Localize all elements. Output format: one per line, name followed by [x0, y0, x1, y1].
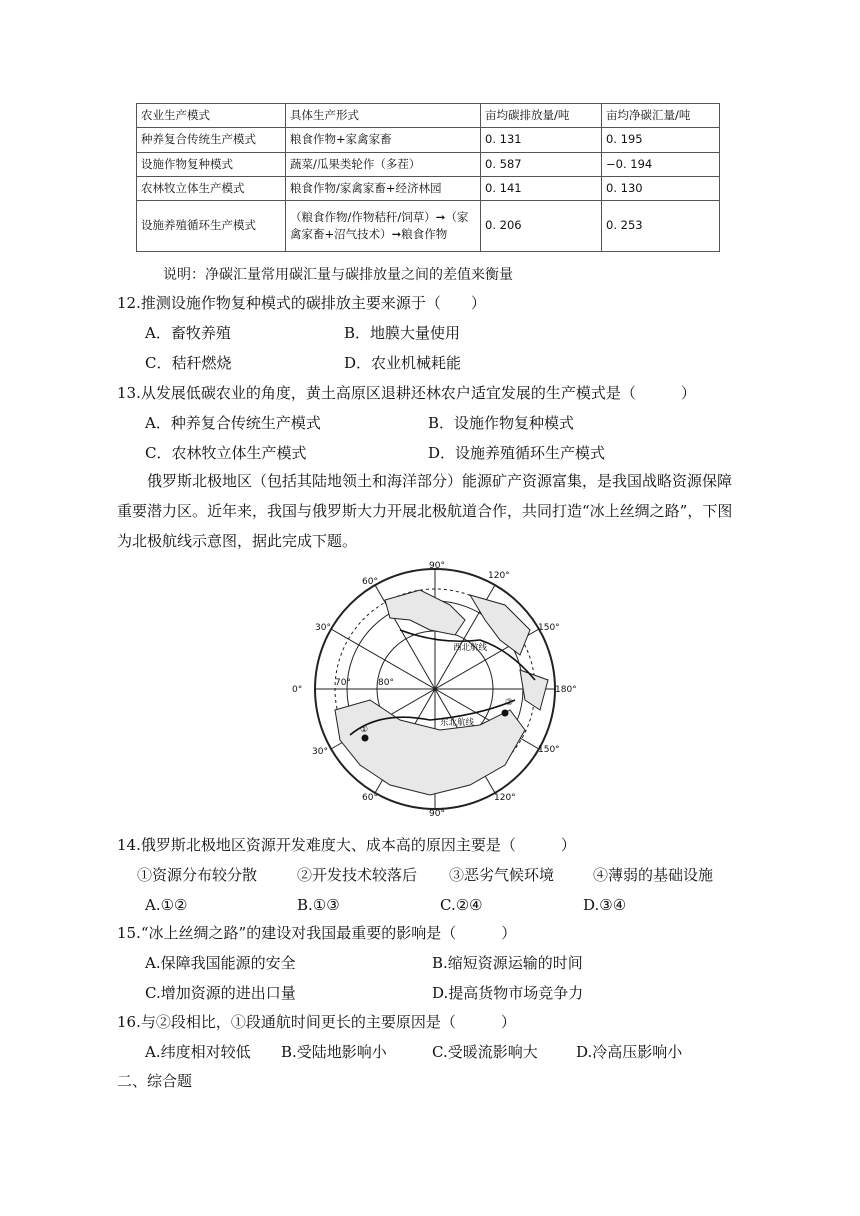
label-0: 0° [292, 685, 303, 695]
q14-option-a[interactable]: A.①② [145, 896, 188, 914]
table-header-cell: 亩均净碳汇量/吨 [602, 104, 720, 128]
q13-option-d[interactable]: D．设施养殖循环生产模式 [428, 444, 606, 462]
table-cell: 设施养殖循环生产模式 [137, 201, 286, 252]
q12-stem: 12.推测设施作物复种模式的碳排放主要来源于（ ） [117, 294, 486, 312]
carbon-table [136, 103, 720, 252]
table-cell: 0. 587 [481, 152, 602, 176]
table-cell: 种养复合传统生产模式 [137, 128, 286, 152]
table-header-cell: 亩均碳排放量/吨 [481, 104, 602, 128]
table-cell: 0. 253 [602, 201, 720, 252]
label-150-tr: 150° [538, 623, 560, 633]
table-row [137, 201, 720, 252]
table-row [137, 128, 720, 152]
q14-item-4: ④薄弱的基础设施 [593, 866, 714, 884]
table-cell: 0. 206 [481, 201, 602, 252]
label-90-bottom: 90° [429, 809, 445, 818]
table-cell: 0. 130 [602, 176, 720, 200]
q14-item-3: ③恶劣气候环境 [449, 866, 555, 884]
label-150-br: 150° [538, 745, 560, 755]
q16-option-c[interactable]: C.受暖流影响大 [432, 1043, 538, 1061]
label-point-1: ① [360, 725, 369, 735]
q13-option-a[interactable]: A．种养复合传统生产模式 [145, 414, 321, 432]
section-title: 二、综合题 [117, 1072, 193, 1090]
table-cell: 粮食作物+家禽家畜 [286, 128, 481, 152]
arctic-route-map [290, 560, 580, 818]
table-cell: 农林牧立体生产模式 [137, 176, 286, 200]
label-point-2: ② [505, 698, 514, 708]
label-60-bl: 60° [362, 793, 378, 803]
route-point-1 [362, 735, 369, 742]
table-row [137, 176, 720, 200]
table-header-cell: 具体生产形式 [286, 104, 481, 128]
table-cell: 粮食作物/家禽家畜+经济林园 [286, 176, 481, 200]
q13-option-b[interactable]: B．设施作物复种模式 [428, 414, 575, 432]
q15-stem: 15.“冰上丝绸之路”的建设对我国最重要的影响是（ ） [117, 924, 517, 942]
table-cell: 设施作物复种模式 [137, 152, 286, 176]
table-cell: 0. 141 [481, 176, 602, 200]
label-120-br: 120° [494, 793, 516, 803]
label-60-tl: 60° [362, 577, 378, 587]
q14-option-d[interactable]: D.③④ [583, 896, 627, 914]
label-30-tl: 30° [315, 623, 331, 633]
greenland-land [385, 590, 465, 635]
table-cell: 蔬菜/瓜果类轮作（多茬） [286, 152, 481, 176]
label-90-top: 90° [429, 561, 445, 571]
q16-stem: 16.与②段相比，①段通航时间更长的主要原因是（ ） [117, 1013, 516, 1031]
q12-option-a[interactable]: A．畜牧养殖 [145, 324, 231, 342]
q15-option-c[interactable]: C.增加资源的进出口量 [145, 984, 296, 1002]
label-northeast-route: 东北航线 [440, 718, 475, 728]
label-180: 180° [555, 685, 577, 695]
q15-option-d[interactable]: D.提高货物市场竞争力 [432, 984, 584, 1002]
table-cell: （粮食作物/作物秸秆/饲草）➞（家禽家畜+沼气技术）➞粮食作物 [286, 201, 481, 252]
table-header-cell: 农业生产模式 [137, 104, 286, 128]
label-lat80: 80° [378, 678, 394, 688]
table-note: 说明：净碳汇量常用碳汇量与碳排放量之间的差值来衡量 [163, 267, 513, 283]
table-cell: 0. 131 [481, 128, 602, 152]
table-header-row [137, 104, 720, 128]
q14-item-2: ②开发技术较落后 [297, 866, 418, 884]
alaska-land [520, 670, 548, 710]
q16-option-d[interactable]: D.冷高压影响小 [576, 1043, 683, 1061]
table-row [137, 152, 720, 176]
q12-option-c[interactable]: C．秸秆燃烧 [145, 354, 232, 372]
q12-option-d[interactable]: D．农业机械耗能 [344, 354, 462, 372]
q14-option-b[interactable]: B.①③ [297, 896, 340, 914]
q15-option-a[interactable]: A.保障我国能源的安全 [145, 954, 296, 972]
q12-option-b[interactable]: B．地膜大量使用 [344, 324, 461, 342]
passage: 俄罗斯北极地区（包括其陆地领土和海洋部分）能源矿产资源富集，是我国战略资源保障重要潜力区。近年来，我国与俄罗斯大力开展北极航道合作，共同打造“冰上丝绸之路”，下图为北极航线示意图，据此完成下题。 [117, 472, 733, 550]
table-cell: −0. 194 [602, 152, 720, 176]
q14-item-1: ①资源分布较分散 [137, 866, 258, 884]
route-point-2 [502, 710, 509, 717]
q16-option-b[interactable]: B.受陆地影响小 [281, 1043, 387, 1061]
q13-stem: 13.从发展低碳农业的角度，黄土高原区退耕还林农户适宜发展的生产模式是（ ） [117, 384, 696, 402]
label-30-bl: 30° [312, 747, 328, 757]
eurasia-land [335, 700, 525, 795]
label-northwest-route: 西北航线 [453, 643, 488, 653]
q16-option-a[interactable]: A.纬度相对较低 [145, 1043, 251, 1061]
q14-stem: 14.俄罗斯北极地区资源开发难度大、成本高的原因主要是（ ） [117, 836, 576, 854]
q13-option-c[interactable]: C．农林牧立体生产模式 [145, 444, 307, 462]
table-cell: 0. 195 [602, 128, 720, 152]
label-120-tr: 120° [488, 571, 510, 581]
label-lat70: 70° [335, 678, 351, 688]
q14-option-c[interactable]: C.②④ [440, 896, 483, 914]
q15-option-b[interactable]: B.缩短资源运输的时间 [432, 954, 583, 972]
